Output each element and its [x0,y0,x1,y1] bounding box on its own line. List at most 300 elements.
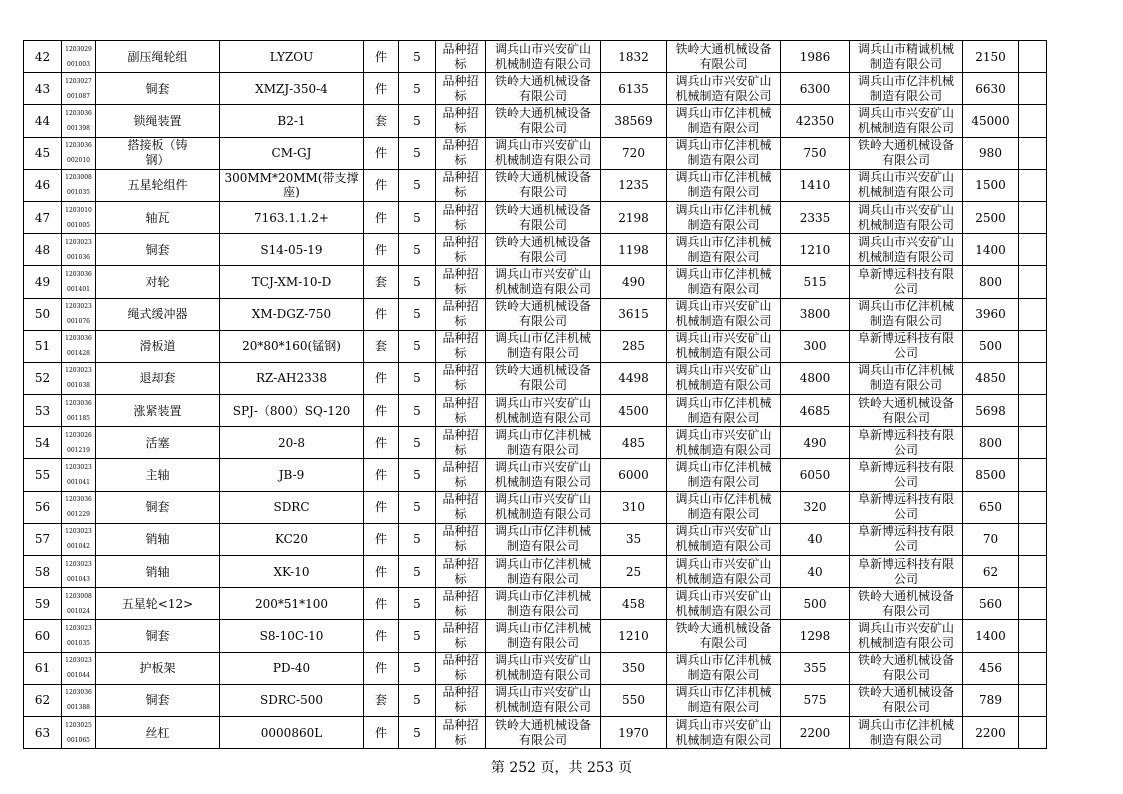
supplier-3-cell [850,298,963,330]
bid-method-line: 品种招 [442,138,479,153]
item-unit-cell: 套 [364,105,399,137]
table-row [24,298,1047,330]
supplier-2-line: 机械制造有限公司 [675,603,772,618]
supplier-2-cell [667,298,781,330]
supplier-1-cell [486,620,601,652]
supplier-1-cell [486,491,601,523]
row-number-cell: 46 [24,169,62,201]
material-code-line: 1203036 [65,270,92,278]
bid-method-cell [436,201,486,233]
item-model-cell: B2-1 [220,105,364,137]
price-3-cell: 980 [963,137,1019,169]
supplier-3-line: 调兵山市亿沣机械 [857,73,954,88]
supplier-3-line: 阜新博远科技有限 [857,460,954,475]
supplier-3-line: 调兵山市亿沣机械 [857,299,954,314]
supplier-2-line: 制造有限公司 [687,410,760,425]
supplier-2-line: 调兵山市亿沣机械 [675,460,772,475]
remark-cell [1019,73,1047,105]
item-unit-cell: 件 [364,73,399,105]
price-1-cell: 25 [601,556,667,588]
material-code-cell [62,266,96,298]
supplier-2-cell [667,716,781,748]
supplier-3-cell [850,169,963,201]
bid-method-line: 标 [454,153,467,168]
supplier-3-cell [850,427,963,459]
item-quantity-cell: 5 [399,684,436,716]
supplier-3-line: 阜新博远科技有限 [857,427,954,442]
material-code-cell [62,234,96,266]
material-code-cell [62,169,96,201]
price-3-cell: 3960 [963,298,1019,330]
price-3-cell: 500 [963,330,1019,362]
price-1-cell: 1970 [601,716,667,748]
material-code-line: 1203010 [65,206,92,214]
item-quantity-cell: 5 [399,137,436,169]
supplier-2-line: 机械制造有限公司 [675,571,772,586]
bid-method-line: 标 [454,249,467,264]
supplier-3-cell [850,266,963,298]
price-3-cell: 456 [963,652,1019,684]
price-1-cell: 1235 [601,169,667,201]
supplier-2-cell [667,588,781,620]
remark-cell [1019,620,1047,652]
item-unit-cell: 件 [364,201,399,233]
supplier-2-line: 铁岭大通机械设备 [675,620,772,635]
price-1-cell: 720 [601,137,667,169]
price-1-cell: 310 [601,491,667,523]
supplier-3-cell [850,652,963,684]
supplier-3-line: 调兵山市亿沣机械 [857,717,954,732]
remark-cell [1019,427,1047,459]
material-code-cell [62,73,96,105]
item-name-cell: 丝杠 [96,716,220,748]
item-quantity-cell: 5 [399,395,436,427]
price-3-cell: 1400 [963,620,1019,652]
item-quantity-cell: 5 [399,201,436,233]
row-number-cell: 44 [24,105,62,137]
supplier-2-cell [667,427,781,459]
item-name-cell [96,137,220,169]
supplier-3-line: 机械制造有限公司 [857,120,954,135]
supplier-2-cell [667,201,781,233]
supplier-1-cell [486,201,601,233]
supplier-1-line: 铁岭大通机械设备 [494,299,591,314]
bid-method-line: 标 [454,603,467,618]
row-number-cell: 61 [24,652,62,684]
price-2-cell: 575 [781,684,850,716]
supplier-3-line: 铁岭大通机械设备 [857,653,954,668]
material-code-cell [62,41,96,73]
supplier-1-line: 机械制造有限公司 [494,475,591,490]
price-1-cell: 38569 [601,105,667,137]
table-row [24,427,1047,459]
supplier-3-line: 铁岭大通机械设备 [857,685,954,700]
item-model-cell: 0000860L [220,716,364,748]
supplier-1-line: 调兵山市亿沣机械 [494,331,591,346]
price-3-cell: 62 [963,556,1019,588]
price-1-cell: 35 [601,523,667,555]
material-code-line: 001185 [67,414,90,422]
supplier-1-line: 机械制造有限公司 [494,153,591,168]
item-name-cell: 活塞 [96,427,220,459]
supplier-1-line: 制造有限公司 [506,442,579,457]
bid-method-cell [436,234,486,266]
material-code-line: 001401 [67,285,90,293]
material-code-line: 1203029 [65,45,92,53]
price-3-cell: 789 [963,684,1019,716]
supplier-2-line: 调兵山市亿沣机械 [675,685,772,700]
item-unit-cell: 件 [364,523,399,555]
supplier-1-line: 调兵山市亿沣机械 [494,620,591,635]
supplier-3-line: 机械制造有限公司 [857,635,954,650]
price-2-cell: 40 [781,523,850,555]
supplier-3-line: 铁岭大通机械设备 [857,138,954,153]
bid-method-line: 品种招 [442,73,479,88]
supplier-3-line: 制造有限公司 [869,732,942,747]
supplier-2-cell [667,684,781,716]
remark-cell [1019,523,1047,555]
material-code-line: 1203036 [65,142,92,150]
supplier-2-line: 制造有限公司 [687,217,760,232]
bid-method-line: 标 [454,217,467,232]
material-code-cell [62,588,96,620]
supplier-1-cell [486,395,601,427]
table-row [24,266,1047,298]
supplier-1-line: 调兵山市亿沣机械 [494,427,591,442]
row-number-cell: 59 [24,588,62,620]
bid-method-cell [436,652,486,684]
supplier-3-line: 有限公司 [881,603,930,618]
bid-method-line: 标 [454,88,467,103]
item-model-cell: 20*80*160(锰钢) [220,330,364,362]
material-code-line: 001087 [67,92,90,100]
item-unit-cell: 件 [364,427,399,459]
bid-method-line: 标 [454,120,467,135]
item-model-cell: SDRC [220,491,364,523]
remark-cell [1019,137,1047,169]
material-code-cell [62,620,96,652]
item-unit-cell: 件 [364,491,399,523]
row-number-cell: 50 [24,298,62,330]
price-2-cell: 4800 [781,362,850,394]
material-code-line: 1203023 [65,657,92,665]
table-row [24,459,1047,491]
item-model-cell: 20-8 [220,427,364,459]
price-2-cell: 1210 [781,234,850,266]
material-code-line: 1203027 [65,77,92,85]
material-code-line: 1203036 [65,335,92,343]
bid-method-line: 品种招 [442,653,479,668]
table-row [24,169,1047,201]
item-name-cell: 对轮 [96,266,220,298]
supplier-1-line: 机械制造有限公司 [494,281,591,296]
item-model-cell: XM-DGZ-750 [220,298,364,330]
price-2-cell: 750 [781,137,850,169]
bid-method-line: 标 [454,668,467,683]
price-3-cell: 650 [963,491,1019,523]
item-quantity-cell: 5 [399,716,436,748]
supplier-3-line: 调兵山市兴安矿山 [857,234,954,249]
price-3-cell: 560 [963,588,1019,620]
price-2-cell: 2200 [781,716,850,748]
price-3-cell: 6630 [963,73,1019,105]
supplier-1-cell [486,588,601,620]
material-code-line: 001044 [67,672,90,680]
item-quantity-cell: 5 [399,556,436,588]
material-code-line: 1203023 [65,560,92,568]
bid-method-cell [436,298,486,330]
material-code-line: 1203036 [65,689,92,697]
price-2-cell: 320 [781,491,850,523]
supplier-1-line: 调兵山市亿沣机械 [494,524,591,539]
supplier-1-cell [486,266,601,298]
row-number-cell: 51 [24,330,62,362]
supplier-2-line: 有限公司 [699,56,748,71]
supplier-2-line: 调兵山市亿沣机械 [675,266,772,281]
table-row [24,41,1047,73]
supplier-2-line: 调兵山市兴安矿山 [675,588,772,603]
supplier-1-cell [486,362,601,394]
price-1-cell: 1832 [601,41,667,73]
supplier-3-cell [850,588,963,620]
price-1-cell: 285 [601,330,667,362]
material-code-line: 001024 [67,607,90,615]
table-row [24,556,1047,588]
supplier-3-line: 阜新博远科技有限 [857,266,954,281]
material-code-cell [62,491,96,523]
supplier-3-line: 机械制造有限公司 [857,217,954,232]
item-name-cell: 锁绳装置 [96,105,220,137]
item-model-cell: 200*51*100 [220,588,364,620]
item-unit-cell: 套 [364,266,399,298]
price-1-cell: 490 [601,266,667,298]
bid-method-cell [436,41,486,73]
item-name-cell: 轴瓦 [96,201,220,233]
supplier-2-cell [667,169,781,201]
supplier-3-line: 公司 [893,475,918,490]
supplier-2-line: 调兵山市亿沣机械 [675,138,772,153]
price-3-cell: 2500 [963,201,1019,233]
item-model-cell: LYZOU [220,41,364,73]
bid-method-cell [436,105,486,137]
material-code-line: 001388 [67,704,90,712]
supplier-3-cell [850,137,963,169]
supplier-1-line: 铁岭大通机械设备 [494,202,591,217]
supplier-1-cell [486,523,601,555]
price-3-cell: 70 [963,523,1019,555]
supplier-3-line: 公司 [893,442,918,457]
page-number: 第 252 页，共 253 页 [490,760,633,776]
supplier-1-line: 有限公司 [518,185,567,200]
item-name-cell: 销轴 [96,556,220,588]
row-number-cell: 60 [24,620,62,652]
supplier-1-line: 调兵山市亿沣机械 [494,556,591,571]
bid-method-line: 标 [454,475,467,490]
row-number-cell: 43 [24,73,62,105]
item-quantity-cell: 5 [399,266,436,298]
item-model-cell: XMZJ-350-4 [220,73,364,105]
bid-method-line: 标 [454,507,467,522]
supplier-1-line: 有限公司 [518,120,567,135]
supplier-2-line: 有限公司 [699,635,748,650]
supplier-1-line: 铁岭大通机械设备 [494,73,591,88]
supplier-1-cell [486,137,601,169]
price-2-cell: 6050 [781,459,850,491]
remark-cell [1019,169,1047,201]
supplier-3-cell [850,459,963,491]
item-name-cell: 铜套 [96,234,220,266]
supplier-2-cell [667,652,781,684]
supplier-1-line: 有限公司 [518,314,567,329]
item-unit-cell: 件 [364,234,399,266]
remark-cell [1019,588,1047,620]
item-unit-cell: 套 [364,330,399,362]
bid-method-line: 标 [454,346,467,361]
row-number-cell: 52 [24,362,62,394]
supplier-2-line: 调兵山市亿沣机械 [675,170,772,185]
remark-cell [1019,395,1047,427]
supplier-1-line: 有限公司 [518,378,567,393]
supplier-1-cell [486,556,601,588]
supplier-2-cell [667,459,781,491]
supplier-2-line: 制造有限公司 [687,120,760,135]
supplier-1-cell [486,298,601,330]
bid-method-line: 品种招 [442,427,479,442]
price-3-cell: 8500 [963,459,1019,491]
price-2-cell: 300 [781,330,850,362]
item-model-cell: SDRC-500 [220,684,364,716]
supplier-1-line: 机械制造有限公司 [494,668,591,683]
material-code-cell [62,395,96,427]
price-2-cell: 2335 [781,201,850,233]
supplier-1-cell [486,684,601,716]
bid-method-line: 品种招 [442,266,479,281]
supplier-2-line: 机械制造有限公司 [675,88,772,103]
item-quantity-cell: 5 [399,491,436,523]
supplier-3-cell [850,234,963,266]
supplier-1-line: 调兵山市亿沣机械 [494,588,591,603]
supplier-2-line: 机械制造有限公司 [675,539,772,554]
row-number-cell: 62 [24,684,62,716]
table-row [24,652,1047,684]
price-2-cell: 1986 [781,41,850,73]
bid-method-line: 标 [454,635,467,650]
supplier-1-line: 调兵山市兴安矿山 [494,653,591,668]
table-row [24,395,1047,427]
supplier-1-cell [486,427,601,459]
material-code-line: 1203008 [65,174,92,182]
bid-method-line: 品种招 [442,202,479,217]
bid-method-line: 标 [454,539,467,554]
price-2-cell: 500 [781,588,850,620]
supplier-2-line: 调兵山市亿沣机械 [675,234,772,249]
supplier-3-cell [850,330,963,362]
row-number-cell: 47 [24,201,62,233]
supplier-1-line: 铁岭大通机械设备 [494,105,591,120]
table-body [24,41,1047,749]
item-name-cell: 护板架 [96,652,220,684]
supplier-3-line: 公司 [893,571,918,586]
bid-method-line: 品种招 [442,395,479,410]
supplier-3-line: 阜新博远科技有限 [857,492,954,507]
item-quantity-cell: 5 [399,105,436,137]
supplier-2-cell [667,362,781,394]
bid-method-cell [436,620,486,652]
price-3-cell: 800 [963,427,1019,459]
bid-method-line: 品种招 [442,556,479,571]
supplier-1-line: 调兵山市兴安矿山 [494,266,591,281]
supplier-3-line: 有限公司 [881,668,930,683]
item-model-cell: TCJ-XM-10-D [220,266,364,298]
price-1-cell: 350 [601,652,667,684]
supplier-2-line: 调兵山市兴安矿山 [675,524,772,539]
item-model-cell: CM-GJ [220,137,364,169]
table-row [24,234,1047,266]
bid-method-line: 品种招 [442,41,479,56]
supplier-1-line: 铁岭大通机械设备 [494,234,591,249]
row-number-cell: 42 [24,41,62,73]
remark-cell [1019,652,1047,684]
supplier-2-cell [667,330,781,362]
item-model-cell: PD-40 [220,652,364,684]
supplier-3-line: 制造有限公司 [869,88,942,103]
supplier-3-line: 制造有限公司 [869,56,942,71]
bid-method-line: 品种招 [442,588,479,603]
bid-method-cell [436,266,486,298]
material-code-line: 001229 [67,511,90,519]
supplier-3-cell [850,491,963,523]
supplier-1-line: 机械制造有限公司 [494,700,591,715]
supplier-3-cell [850,41,963,73]
table-row [24,201,1047,233]
bid-method-line: 标 [454,378,467,393]
item-unit-cell: 件 [364,459,399,491]
bid-method-line: 品种招 [442,620,479,635]
item-unit-cell: 件 [364,588,399,620]
material-code-line: 1203023 [65,464,92,472]
item-model-cell: KC20 [220,523,364,555]
supplier-3-cell [850,395,963,427]
table-row [24,491,1047,523]
material-code-cell [62,330,96,362]
row-number-cell: 53 [24,395,62,427]
supplier-3-line: 公司 [893,539,918,554]
supplier-1-cell [486,652,601,684]
supplier-1-line: 机械制造有限公司 [494,410,591,425]
price-2-cell: 6300 [781,73,850,105]
price-2-cell: 42350 [781,105,850,137]
supplier-2-line: 制造有限公司 [687,249,760,264]
price-1-cell: 1198 [601,234,667,266]
item-name-cell: 退却套 [96,362,220,394]
supplier-3-line: 阜新博远科技有限 [857,524,954,539]
material-code-cell [62,362,96,394]
material-code-cell [62,105,96,137]
remark-cell [1019,298,1047,330]
price-3-cell: 4850 [963,362,1019,394]
supplier-2-line: 调兵山市兴安矿山 [675,73,772,88]
bid-method-line: 品种招 [442,460,479,475]
item-quantity-cell: 5 [399,169,436,201]
supplier-2-line: 铁岭大通机械设备 [675,41,772,56]
supplier-2-line: 机械制造有限公司 [675,378,772,393]
bid-method-line: 标 [454,410,467,425]
supplier-1-line: 铁岭大通机械设备 [494,717,591,732]
item-model-cell: RZ-AH2338 [220,362,364,394]
price-2-cell: 40 [781,556,850,588]
table-row [24,620,1047,652]
item-unit-cell: 件 [364,137,399,169]
